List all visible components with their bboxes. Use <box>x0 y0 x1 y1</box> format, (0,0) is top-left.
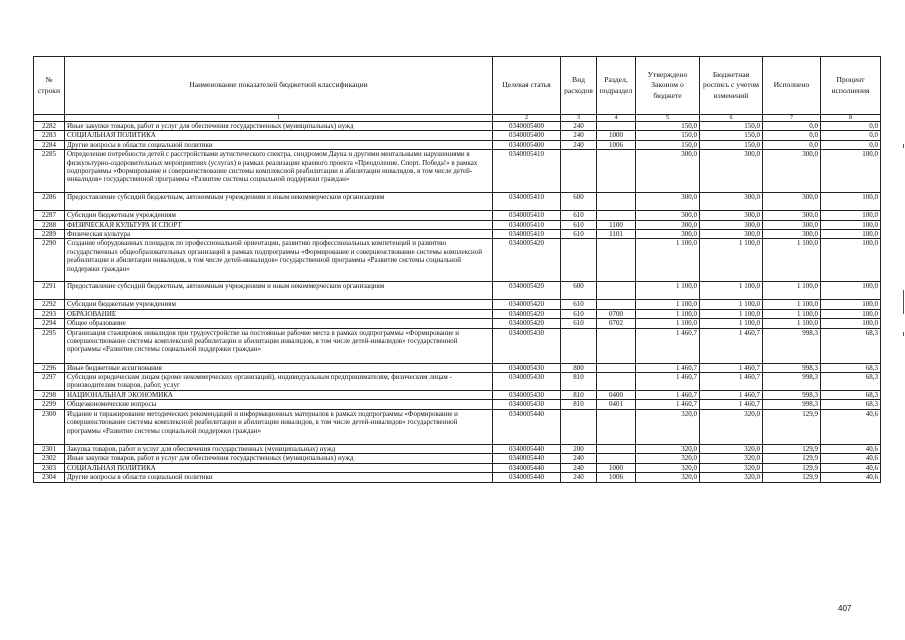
row-name: Предоставление субсидий бюджетным, автономным учреждениям и иным некоммерческим организациям <box>65 193 493 211</box>
row-section <box>597 409 636 444</box>
row-name: Создание оборудованных площадок по профессиональной ориентации, развитию профессиональных компетенций и развитию государственных общеобразовательных организаций в рамках подпрограммы «Формирование и совершенствование системы комплексной реабилитации и абилитации инвалидов, в том числе детей-инвалидов» государственной программы «Развитие системы социальной поддержки граждан» <box>65 239 493 282</box>
row-percent: 100,0 <box>821 220 881 229</box>
row-target: 0340005400 <box>493 131 561 140</box>
row-executed: 300,0 <box>763 211 821 220</box>
row-approved: 150,0 <box>636 131 700 140</box>
table-row <box>34 319 881 328</box>
table-row <box>34 444 881 453</box>
header-section: Раздел, подраздел <box>597 57 636 115</box>
row-number: 2298 <box>34 391 65 400</box>
table-row <box>34 282 881 300</box>
row-budget: 1 460,7 <box>700 400 763 409</box>
row-target: 0340005440 <box>493 463 561 472</box>
row-executed: 300,0 <box>763 230 821 239</box>
table-row <box>34 140 881 149</box>
row-target: 0340005400 <box>493 122 561 131</box>
row-target: 0340005430 <box>493 363 561 372</box>
row-section <box>597 211 636 220</box>
row-budget: 320,0 <box>700 473 763 482</box>
table-row <box>34 150 881 193</box>
row-approved: 1 100,0 <box>636 309 700 318</box>
row-number: 2294 <box>34 319 65 328</box>
row-target: 0340005420 <box>493 282 561 300</box>
row-target: 0340005430 <box>493 373 561 391</box>
row-name: Иные бюджетные ассигнования <box>65 363 493 372</box>
table-row <box>34 193 881 211</box>
row-target: 0340005410 <box>493 150 561 193</box>
row-name: Субсидии бюджетным учреждениям <box>65 300 493 309</box>
row-name: Определение потребности детей с расстройствами аутистического спектра, синдромом Дауна и другими ментальными нарушениями в физкультурно-оздоровительных мероприятиях (услугах) в рамках реализации краевого проекта «Преодоление. Спорт. Победа!» в рамках подпрограммы «Формирование и совершенствование системы комплексной реабилитации и абилитации инвалидов, в том числе детей-инвалидов» государственной программы «Развитие системы социальной поддержки граждан» <box>65 150 493 193</box>
row-number: 2301 <box>34 444 65 453</box>
row-type <box>561 239 597 282</box>
header-name: Наименование показателей бюджетной классификации <box>65 57 493 115</box>
column-number: 1 <box>65 115 493 122</box>
row-approved: 300,0 <box>636 220 700 229</box>
row-section: 1101 <box>597 230 636 239</box>
table-row <box>34 473 881 482</box>
row-budget: 1 460,7 <box>700 328 763 363</box>
row-approved: 320,0 <box>636 444 700 453</box>
row-approved: 320,0 <box>636 473 700 482</box>
column-number: 3 <box>561 115 597 122</box>
row-budget: 300,0 <box>700 220 763 229</box>
row-approved: 300,0 <box>636 211 700 220</box>
row-percent: 40,6 <box>821 444 881 453</box>
row-approved: 300,0 <box>636 230 700 239</box>
row-name: Издание и тиражирование методических рекомендаций и информационных материалов в рамках подпрограммы «Формирование и совершенствование системы комплексной реабилитации и абилитации инвалидов, в том числе детей-инвалидов» государственной программы «Развитие системы социальной поддержки граждан» <box>65 409 493 444</box>
row-section <box>597 282 636 300</box>
row-target: 0340005400 <box>493 140 561 149</box>
row-type: 610 <box>561 319 597 328</box>
row-name: Закупка товаров, работ и услуг для обеспечения государственных (муниципальных) нужд <box>65 444 493 453</box>
row-executed: 129,9 <box>763 473 821 482</box>
row-approved: 150,0 <box>636 140 700 149</box>
row-name: НАЦИОНАЛЬНАЯ ЭКОНОМИКА <box>65 391 493 400</box>
table-row <box>34 463 881 472</box>
row-budget: 1 460,7 <box>700 363 763 372</box>
row-number: 2295 <box>34 328 65 363</box>
row-type: 240 <box>561 122 597 131</box>
row-budget: 320,0 <box>700 409 763 444</box>
row-name: Субсидии бюджетным учреждениям <box>65 211 493 220</box>
row-target: 0340005410 <box>493 211 561 220</box>
column-number: 8 <box>821 115 881 122</box>
row-name: Физическая культура <box>65 230 493 239</box>
row-percent: 68,3 <box>821 373 881 391</box>
row-approved: 1 460,7 <box>636 391 700 400</box>
row-section <box>597 150 636 193</box>
row-budget: 1 100,0 <box>700 319 763 328</box>
row-number: 2302 <box>34 454 65 463</box>
row-target: 0340005410 <box>493 193 561 211</box>
column-number: 4 <box>597 115 636 122</box>
row-name: Другие вопросы в области социальной политики <box>65 140 493 149</box>
row-type: 240 <box>561 473 597 482</box>
row-type <box>561 409 597 444</box>
table-row <box>34 131 881 140</box>
row-percent: 100,0 <box>821 282 881 300</box>
header-row-no: № строки <box>34 57 65 115</box>
table-row <box>34 309 881 318</box>
row-number: 2286 <box>34 193 65 211</box>
row-target: 0340005440 <box>493 473 561 482</box>
row-target: 0340005420 <box>493 309 561 318</box>
row-type: 800 <box>561 363 597 372</box>
row-percent: 68,3 <box>821 363 881 372</box>
column-numbers-row <box>34 115 881 122</box>
row-percent: 0,0 <box>821 131 881 140</box>
row-approved: 320,0 <box>636 454 700 463</box>
row-executed: 1 100,0 <box>763 300 821 309</box>
table-row <box>34 454 881 463</box>
row-approved: 300,0 <box>636 193 700 211</box>
row-number: 2293 <box>34 309 65 318</box>
row-approved: 1 460,7 <box>636 328 700 363</box>
row-budget: 320,0 <box>700 444 763 453</box>
row-type: 610 <box>561 230 597 239</box>
header-budget-list: Бюджетная роспись с учетом изменений <box>700 57 763 115</box>
row-percent: 100,0 <box>821 239 881 282</box>
row-approved: 1 460,7 <box>636 363 700 372</box>
row-type: 610 <box>561 300 597 309</box>
scan-edge-mark <box>903 332 904 336</box>
header-type: Вид расходов <box>561 57 597 115</box>
row-target: 0340005440 <box>493 454 561 463</box>
row-percent: 100,0 <box>821 319 881 328</box>
row-percent: 0,0 <box>821 122 881 131</box>
row-type: 240 <box>561 454 597 463</box>
row-section <box>597 239 636 282</box>
row-section <box>597 328 636 363</box>
row-executed: 129,9 <box>763 454 821 463</box>
row-executed: 300,0 <box>763 150 821 193</box>
row-type: 610 <box>561 211 597 220</box>
table-row <box>34 211 881 220</box>
row-executed: 0,0 <box>763 122 821 131</box>
row-number: 2283 <box>34 131 65 140</box>
table-row <box>34 409 881 444</box>
row-type: 610 <box>561 309 597 318</box>
row-name: СОЦИАЛЬНАЯ ПОЛИТИКА <box>65 131 493 140</box>
row-percent: 40,6 <box>821 463 881 472</box>
row-budget: 1 100,0 <box>700 282 763 300</box>
row-target: 0340005410 <box>493 230 561 239</box>
row-section: 1006 <box>597 140 636 149</box>
scan-edge-mark <box>903 144 904 148</box>
table-row <box>34 239 881 282</box>
row-number: 2289 <box>34 230 65 239</box>
row-budget: 300,0 <box>700 150 763 193</box>
row-executed: 998,3 <box>763 373 821 391</box>
row-approved: 1 100,0 <box>636 300 700 309</box>
row-type: 240 <box>561 140 597 149</box>
row-section: 1100 <box>597 220 636 229</box>
row-executed: 1 100,0 <box>763 319 821 328</box>
row-percent: 40,6 <box>821 473 881 482</box>
row-budget: 300,0 <box>700 230 763 239</box>
row-name: Иные закупки товаров, работ и услуг для обеспечения государственных (муниципальных) нужд <box>65 122 493 131</box>
row-section: 1000 <box>597 463 636 472</box>
row-name: Субсидии юридическим лицам (кроме некоммерческих организаций), индивидуальным предпринимателям, физическим лицам - производителям товаров, работ, услуг <box>65 373 493 391</box>
header-row <box>34 57 881 115</box>
row-percent: 68,3 <box>821 328 881 363</box>
row-percent: 100,0 <box>821 193 881 211</box>
row-percent: 100,0 <box>821 230 881 239</box>
column-number <box>34 115 65 122</box>
row-name: ОБРАЗОВАНИЕ <box>65 309 493 318</box>
row-budget: 150,0 <box>700 131 763 140</box>
row-executed: 300,0 <box>763 220 821 229</box>
row-section <box>597 454 636 463</box>
header-percent: Процент исполнения <box>821 57 881 115</box>
row-number: 2287 <box>34 211 65 220</box>
row-number: 2284 <box>34 140 65 149</box>
row-number: 2297 <box>34 373 65 391</box>
row-type <box>561 150 597 193</box>
row-section <box>597 122 636 131</box>
row-approved: 300,0 <box>636 150 700 193</box>
table-row <box>34 363 881 372</box>
row-section <box>597 193 636 211</box>
row-target: 0340005430 <box>493 400 561 409</box>
row-executed: 1 100,0 <box>763 239 821 282</box>
row-budget: 1 100,0 <box>700 239 763 282</box>
row-type: 810 <box>561 373 597 391</box>
row-approved: 1 460,7 <box>636 373 700 391</box>
budget-table <box>33 56 881 483</box>
row-number: 2292 <box>34 300 65 309</box>
row-section <box>597 363 636 372</box>
page-number: 407 <box>838 604 852 613</box>
row-name: Организация стажировок инвалидов при трудоустройстве на постоянные рабочие места в рамках подпрограммы «Формирование и совершенствование системы комплексной реабилитации и абилитации инвалидов, в том числе детей-инвалидов» государственной программы «Развитие системы социальной поддержки граждан» <box>65 328 493 363</box>
table-row <box>34 391 881 400</box>
column-number: 6 <box>700 115 763 122</box>
row-type: 240 <box>561 463 597 472</box>
row-percent: 100,0 <box>821 150 881 193</box>
table-row <box>34 300 881 309</box>
row-number: 2282 <box>34 122 65 131</box>
row-executed: 129,9 <box>763 409 821 444</box>
row-type: 610 <box>561 220 597 229</box>
row-executed: 1 100,0 <box>763 309 821 318</box>
row-target: 0340005420 <box>493 239 561 282</box>
row-percent: 68,3 <box>821 391 881 400</box>
table-row <box>34 400 881 409</box>
row-executed: 0,0 <box>763 140 821 149</box>
row-number: 2296 <box>34 363 65 372</box>
column-number: 5 <box>636 115 700 122</box>
row-executed: 998,3 <box>763 363 821 372</box>
row-budget: 150,0 <box>700 140 763 149</box>
row-percent: 68,3 <box>821 400 881 409</box>
row-executed: 998,3 <box>763 391 821 400</box>
row-budget: 1 100,0 <box>700 300 763 309</box>
row-budget: 320,0 <box>700 454 763 463</box>
row-budget: 1 460,7 <box>700 391 763 400</box>
row-approved: 1 100,0 <box>636 282 700 300</box>
table-row <box>34 328 881 363</box>
row-number: 2290 <box>34 239 65 282</box>
row-type: 810 <box>561 391 597 400</box>
row-number: 2303 <box>34 463 65 472</box>
row-section: 1006 <box>597 473 636 482</box>
row-budget: 150,0 <box>700 122 763 131</box>
row-target: 0340005420 <box>493 319 561 328</box>
row-name: Предоставление субсидий бюджетным, автономным учреждениям и иным некоммерческим организациям <box>65 282 493 300</box>
row-target: 0340005440 <box>493 409 561 444</box>
row-number: 2285 <box>34 150 65 193</box>
table-row <box>34 373 881 391</box>
row-number: 2299 <box>34 400 65 409</box>
row-section: 0400 <box>597 391 636 400</box>
row-percent: 100,0 <box>821 211 881 220</box>
row-percent: 100,0 <box>821 309 881 318</box>
row-number: 2288 <box>34 220 65 229</box>
row-approved: 320,0 <box>636 463 700 472</box>
row-budget: 300,0 <box>700 211 763 220</box>
row-executed: 1 100,0 <box>763 282 821 300</box>
row-name: ФИЗИЧЕСКАЯ КУЛЬТУРА И СПОРТ <box>65 220 493 229</box>
row-type: 200 <box>561 444 597 453</box>
row-approved: 1 100,0 <box>636 319 700 328</box>
row-name: СОЦИАЛЬНАЯ ПОЛИТИКА <box>65 463 493 472</box>
scan-edge-mark <box>903 290 904 314</box>
row-number: 2304 <box>34 473 65 482</box>
row-target: 0340005440 <box>493 444 561 453</box>
row-budget: 1 460,7 <box>700 373 763 391</box>
row-target: 0340005430 <box>493 391 561 400</box>
row-percent: 40,6 <box>821 409 881 444</box>
row-budget: 1 100,0 <box>700 309 763 318</box>
row-percent: 100,0 <box>821 300 881 309</box>
row-target: 0340005410 <box>493 220 561 229</box>
row-number: 2300 <box>34 409 65 444</box>
row-approved: 320,0 <box>636 409 700 444</box>
row-budget: 320,0 <box>700 463 763 472</box>
row-section: 0700 <box>597 309 636 318</box>
table-row <box>34 122 881 131</box>
row-executed: 300,0 <box>763 193 821 211</box>
row-section: 0702 <box>597 319 636 328</box>
row-percent: 0,0 <box>821 140 881 149</box>
row-section <box>597 373 636 391</box>
row-budget: 300,0 <box>700 193 763 211</box>
row-type: 600 <box>561 282 597 300</box>
row-approved: 1 460,7 <box>636 400 700 409</box>
header-target: Целевая статья <box>493 57 561 115</box>
row-executed: 0,0 <box>763 131 821 140</box>
row-name: Общее образование <box>65 319 493 328</box>
row-section: 1000 <box>597 131 636 140</box>
row-name: Иные закупки товаров, работ и услуг для обеспечения государственных (муниципальных) нужд <box>65 454 493 463</box>
row-target: 0340005430 <box>493 328 561 363</box>
row-executed: 998,3 <box>763 328 821 363</box>
row-executed: 129,9 <box>763 444 821 453</box>
row-type: 810 <box>561 400 597 409</box>
row-executed: 129,9 <box>763 463 821 472</box>
header-executed: Исполнено <box>763 57 821 115</box>
row-target: 0340005420 <box>493 300 561 309</box>
row-approved: 150,0 <box>636 122 700 131</box>
row-executed: 998,3 <box>763 400 821 409</box>
row-name: Общеэкономические вопросы <box>65 400 493 409</box>
row-section: 0401 <box>597 400 636 409</box>
row-percent: 40,6 <box>821 454 881 463</box>
table-row <box>34 220 881 229</box>
row-number: 2291 <box>34 282 65 300</box>
header-approved: Утверждено Законом о бюджете <box>636 57 700 115</box>
row-type: 240 <box>561 131 597 140</box>
row-type: 600 <box>561 193 597 211</box>
row-section <box>597 300 636 309</box>
table-row <box>34 230 881 239</box>
row-section <box>597 444 636 453</box>
column-number: 2 <box>493 115 561 122</box>
column-number: 7 <box>763 115 821 122</box>
row-approved: 1 100,0 <box>636 239 700 282</box>
row-type <box>561 328 597 363</box>
row-name: Другие вопросы в области социальной политики <box>65 473 493 482</box>
